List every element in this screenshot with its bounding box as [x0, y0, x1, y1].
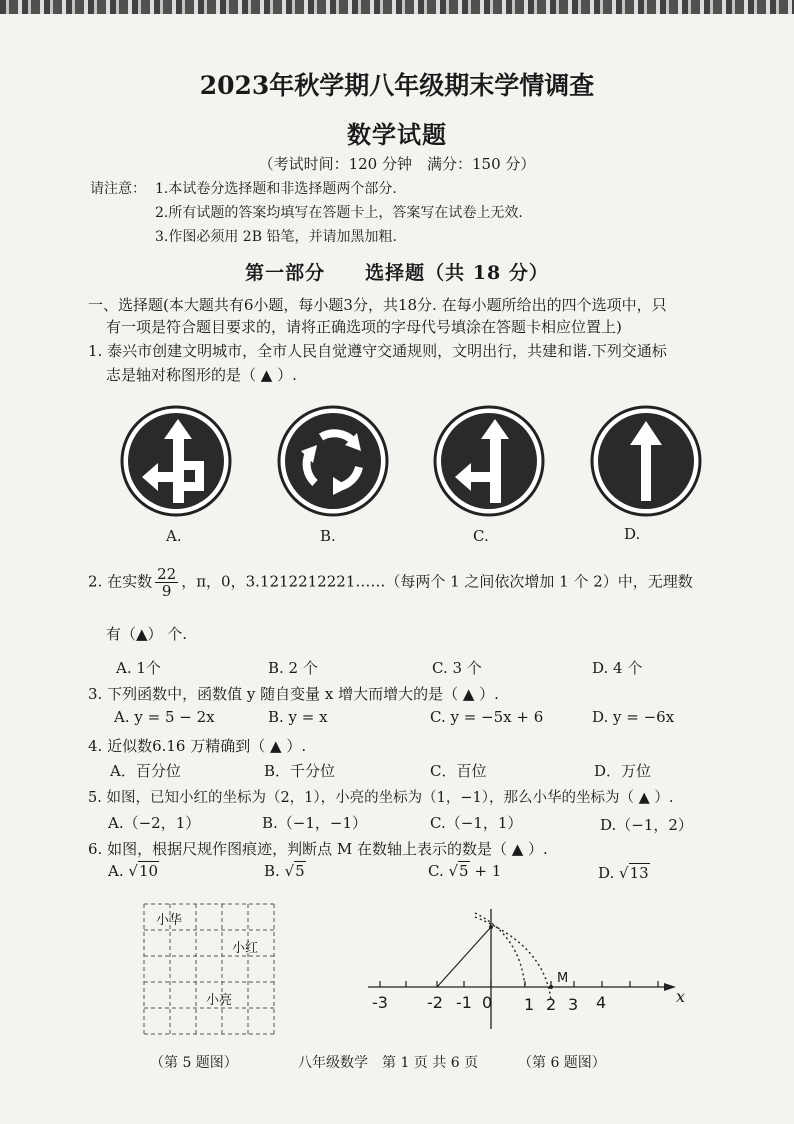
exam-subtitle: 数学试题 — [347, 120, 447, 149]
figure5-label-xiaohua: 小华 — [156, 913, 183, 928]
tick-label-neg2: -2 — [427, 993, 443, 1012]
q6-option-d-radicand: 13 — [629, 864, 649, 882]
figure6-caption: （第 6 题图） — [518, 1055, 606, 1071]
q6-option-a-radicand: 10 — [138, 862, 159, 880]
q4-option-b: B．千分位 — [264, 762, 336, 780]
q1-option-c: C. — [473, 527, 489, 545]
q5-option-d: D.（−1，2） — [600, 816, 693, 834]
figure5-label-xiaohong: 小红 — [232, 941, 259, 956]
part1-title: 第一部分 选择题（共 18 分） — [245, 262, 549, 284]
q5-option-c: C.（−1，1） — [430, 814, 523, 832]
section-instruction-2: 有一项是符合题目要求的，请将正确选项的字母代号填涂在答题卡相应位置上) — [106, 318, 622, 336]
q2-middle: ，π，0，3.1212212221……（每两个 1 之间依次增加 1 个 2）中，无理数 — [181, 572, 693, 591]
q3-option-c: C. y = −5x + 6 — [430, 708, 544, 726]
exam-info: （考试时间：120 分钟 满分：150 分） — [258, 155, 536, 173]
traffic-sign-a — [120, 405, 232, 521]
q6-option-c-suffix: + 1 — [469, 862, 502, 880]
traffic-sign-c — [433, 405, 545, 521]
figure5-caption: （第 5 题图） — [150, 1055, 238, 1071]
q4-option-d: D．万位 — [594, 762, 652, 780]
notice-1: 1.本试卷分选择题和非选择题两个部分. — [155, 181, 397, 197]
q3-option-d: D. y = −6x — [592, 708, 675, 726]
tick-label-3: 3 — [568, 995, 579, 1014]
q1-option-b: B. — [320, 527, 336, 545]
section-instruction-1: 一、选择题(本大题共有6小题，每小题3分，共18分. 在每小题所给出的四个选项中，只 — [88, 296, 667, 314]
figure6-number-line — [360, 905, 700, 1044]
point-m-label: M — [557, 971, 569, 986]
q2-frac-den: 9 — [161, 582, 172, 600]
tick-label-2: 2 — [546, 995, 557, 1014]
q2-prefix: 2. 在实数 — [88, 572, 153, 591]
q2-stem-line2: 有（▲） 个. — [106, 625, 188, 643]
traffic-sign-d — [590, 405, 702, 521]
q6-option-c-radicand: 5 — [459, 862, 469, 880]
q1-stem-line2: 志是轴对称图形的是（ ▲ ）. — [106, 366, 297, 384]
q2-fraction — [155, 566, 178, 599]
straight-or-left-turn-arrow-variant-icon — [433, 405, 545, 517]
scan-top-edge — [0, 0, 794, 14]
q4-stem: 4. 近似数6.16 万精确到（ ▲ ）. — [88, 737, 307, 755]
q1-stem-line1: 1. 泰兴市创建文明城市，全市人民自觉遵守交通规则，文明出行，共建和谐.下列交通标 — [88, 342, 667, 360]
q2-option-d: D. 4 个 — [592, 659, 643, 677]
q6-option-d: D. √13 — [598, 864, 649, 882]
straight-ahead-arrow-icon — [590, 405, 702, 517]
q6-option-a: A. √10 — [108, 862, 159, 880]
q3-option-a: A. y = 5 − 2x — [114, 708, 215, 726]
q2-frac-num: 22 — [157, 565, 177, 583]
q6-option-c: C. √5 + 1 — [428, 862, 502, 880]
x-axis-label: x — [676, 987, 686, 1006]
q2-option-c: C. 3 个 — [432, 659, 482, 677]
page-footer: 八年级数学 第 1 页 共 6 页 — [298, 1055, 479, 1071]
exam-title: 2023年秋学期八年级期末学情调查 — [199, 71, 595, 100]
q6-option-d-letter: D. — [598, 864, 615, 882]
q1-option-a: A. — [166, 527, 182, 545]
q6-option-a-letter: A. — [108, 862, 124, 880]
q5-stem: 5. 如图，已知小红的坐标为（2，1），小亮的坐标为（1，−1），那么小华的坐标为（ ▲ ）. — [88, 790, 674, 806]
tick-label-4: 4 — [596, 993, 607, 1012]
tick-label-1: 1 — [524, 995, 535, 1014]
roundabout-arrows-icon — [277, 405, 389, 517]
straight-or-left-turn-arrow-icon — [120, 405, 232, 517]
traffic-sign-b — [277, 405, 389, 521]
figure5-label-xiaoliang: 小亮 — [206, 993, 233, 1008]
q3-stem: 3. 下列函数中，函数值 y 随自变量 x 增大而增大的是（ ▲ ）. — [88, 685, 499, 703]
q5-option-b: B.（−1，−1） — [262, 814, 368, 832]
q6-option-b: B. √5 — [264, 862, 305, 880]
notice-2: 2.所有试题的答案均填写在答题卡上，答案写在试卷上无效. — [155, 205, 523, 221]
q6-stem: 6. 如图，根据尺规作图痕迹，判断点 M 在数轴上表示的数是（ ▲ ）. — [88, 840, 548, 858]
tick-label-neg1: -1 — [456, 993, 472, 1012]
tick-label-0: 0 — [482, 993, 493, 1012]
q5-option-a: A.（−2，1） — [108, 814, 201, 832]
notice-3: 3.作图必须用 2B 铅笔，并请加黑加粗. — [155, 229, 397, 245]
q4-option-a: A．百分位 — [110, 762, 181, 780]
notice-label: 请注意： — [90, 181, 146, 197]
q6-option-b-radicand: 5 — [295, 862, 305, 880]
q2-option-b: B. 2 个 — [268, 659, 318, 677]
q4-option-c: C．百位 — [430, 762, 487, 780]
tick-label-neg3: -3 — [372, 993, 388, 1012]
q2-stem-line1 — [88, 566, 693, 599]
q2-option-a: A. 1个 — [116, 659, 161, 677]
q3-option-b: B. y = x — [268, 708, 328, 726]
q6-option-c-letter: C. — [428, 862, 444, 880]
q6-option-b-letter: B. — [264, 862, 280, 880]
q1-option-d: D. — [624, 525, 641, 543]
